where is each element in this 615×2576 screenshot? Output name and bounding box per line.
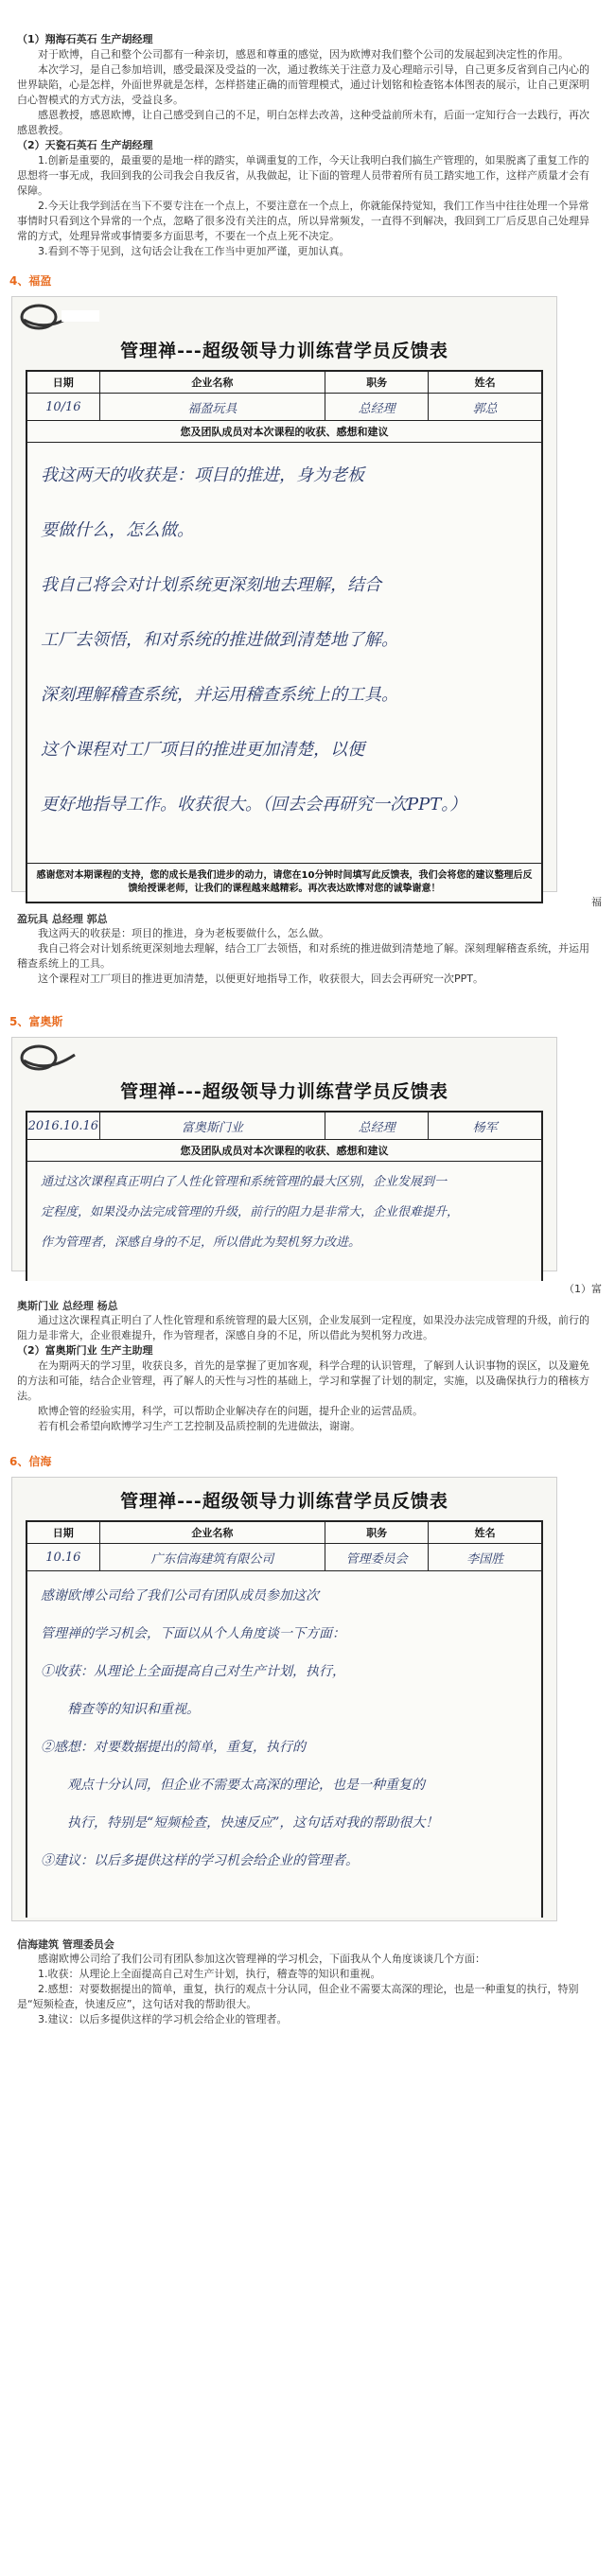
hand-line: 深刻理解稽查系统，并运用稽查系统上的工具。: [41, 685, 398, 705]
value-title: 总经理: [325, 1113, 429, 1139]
hand-line: 要做什么，怎么做。: [41, 520, 194, 540]
handwritten-feedback: [27, 1571, 541, 1885]
form-title: 管理禅---超级领导力训练营学员反馈表: [120, 1081, 448, 1102]
caption-fuaosi: （1）富: [564, 1283, 602, 1295]
oubo-logo-icon: [18, 301, 103, 333]
intro-heading-2: （2）天瓷石英石 生产胡经理: [17, 139, 153, 151]
form-question: 您及团队成员对本次课程的收获、感想和建议: [27, 1140, 541, 1162]
intro-paragraph: 3.看到不等于见到，这句话会让我在工作当中更加严谨，更加认真。: [38, 245, 350, 257]
hand-line: 稽查等的知识和重视。: [41, 1702, 200, 1717]
hand-line: 作为管理者，深感自身的不足，所以借此为契机努力改进。: [41, 1235, 361, 1250]
form-grid: [26, 1520, 543, 1918]
logo: [12, 297, 556, 335]
logo: [12, 1038, 556, 1076]
summary-subheading: （2）富奥斯门业 生产主助理: [17, 1344, 153, 1357]
value-date: 10.16: [27, 1544, 100, 1570]
hand-line: 这个课程对工厂项目的推进更加清楚，以便: [41, 740, 364, 760]
feedback-form-fuaosi: [11, 1037, 557, 1271]
form-title: 管理禅---超级领导力训练营学员反馈表: [120, 341, 448, 361]
hand-line: 定程度，如果没办法完成管理的升级，前行的阻力是非常大，企业很难提升，: [41, 1205, 460, 1219]
hand-line: ①收获：从理论上全面提高自己对生产计划，执行，: [41, 1664, 345, 1679]
summary-paragraph: 我自己将会对计划系统更深刻地去理解，结合工厂去领悟，和对系统的推进做到清楚地了解。深刻理解稽查系统，并运用稽查系统上的工具。: [17, 942, 589, 970]
oubo-logo-icon: [18, 1042, 103, 1074]
value-company: 福盈玩具: [100, 394, 326, 420]
section-title-fuying: 4、福盈: [9, 274, 52, 288]
handwritten-feedback: [27, 1162, 541, 1264]
handwritten-feedback: [27, 443, 541, 832]
form-value-row: [27, 1113, 541, 1140]
caption-fuying: 福: [591, 896, 602, 908]
intro-block: [0, 0, 615, 259]
header-company: 企业名称: [100, 372, 326, 393]
intro-paragraph: 本次学习，是自己参加培训，感受最深及受益的一次，通过教练关于注意力及心理暗示引导，自己更多反省到自己内心的世界缺陷，心是怎样，外面世界就是怎样，怎样搭建正确的而管理模式，通过计划铭和检查铭本体图表的展示，让自己更深明白心智模式的方式方法，受益良多。: [17, 63, 589, 106]
header-title: 职务: [325, 372, 429, 393]
value-name: 郭总: [472, 401, 498, 416]
value-company: 广东信海建筑有限公司: [100, 1544, 326, 1570]
section-title-xinhai: 6、信海: [9, 1455, 52, 1468]
summary-fuaosi: [0, 1313, 615, 1434]
hand-line: ②感想：对要数据提出的简单，重复，执行的: [41, 1740, 306, 1755]
summary-paragraph: 我这两天的收获是：项目的推进，身为老板要做什么，怎么做。: [38, 927, 329, 939]
value-name: 李国胜: [466, 1551, 504, 1567]
value-company: 富奥斯门业: [100, 1113, 326, 1139]
value-date: 2016.10.16: [27, 1113, 100, 1139]
form-title: 管理禅---超级领导力训练营学员反馈表: [120, 1491, 448, 1512]
hand-line: 通过这次课程真正明白了人性化管理和系统管理的最大区别，企业发展到一: [41, 1175, 448, 1189]
hand-line: 管理禅的学习机会，下面以从个人角度谈一下方面：: [41, 1626, 345, 1641]
header-company: 企业名称: [100, 1522, 326, 1543]
author-fuying: 盈玩具 总经理 郭总: [17, 913, 108, 925]
value-title: 管理委员会: [325, 1544, 429, 1570]
section-title-fuaosi: 5、富奥斯: [9, 1015, 63, 1028]
hand-line: 感谢欧博公司给了我们公司有团队成员参加这次: [41, 1588, 319, 1603]
hand-line: 我这两天的收获是：项目的推进，身为老板: [41, 465, 364, 485]
value-name: 杨军: [472, 1120, 498, 1135]
author-fuaosi: 奥斯门业 总经理 杨总: [17, 1300, 118, 1312]
summary-paragraph: 1.收获：从理论上全面提高自己对生产计划，执行，稽查等的知识和重视。: [38, 1968, 381, 1980]
hand-line: 我自己将会对计划系统更深刻地去理解，结合: [41, 575, 381, 595]
header-date: 日期: [27, 1522, 100, 1543]
hand-line: 工厂去领悟，和对系统的推进做到清楚地了解。: [41, 630, 398, 650]
form-thanks-note: 感谢您对本期课程的支持，您的成长是我们进步的动力，请您在10分钟时间填写此反馈表，我们会将您的建议整理后反馈给授课老师，让我们的课程越来越精彩。再次表达欧博对您的诚挚谢意！: [27, 863, 541, 902]
summary-paragraph: 欧博企管的经验实用，科学，可以帮助企业解决存在的问题，提升企业的运营品质。: [38, 1405, 423, 1417]
summary-xinhai: [0, 1952, 615, 2027]
form-grid: [26, 1111, 543, 1281]
header-name: 姓名: [474, 1527, 496, 1539]
header-title: 职务: [325, 1522, 429, 1543]
form-header-row: [27, 372, 541, 394]
feedback-form-fuying: [11, 296, 557, 892]
header-date: 日期: [27, 372, 100, 393]
summary-paragraph: 3.建议：以后多提供这样的学习机会给企业的管理者。: [38, 2013, 288, 2025]
summary-fuying: [0, 926, 615, 987]
intro-paragraph: 1.创新是重要的，最重要的是地一样的踏实，单调重复的工作，今天让我明白我们搞生产管理的，如果脱离了重复工作的思想将一事无成，我回到我的公司我会自我反省，从我做起，让下面的管理人员带着所有员工踏实地工作，这样产质量才会有保障。: [17, 154, 589, 197]
summary-paragraph: 在为期两天的学习里，收获良多，首先的是掌握了更加客观，科学合理的认识管理，了解到人认识事物的误区，以及避免的方法和可能，结合企业管理，再了解人的天性与习性的基础上，学习和掌握了计划的制定，实施，以及确保执行力的稽核方法。: [17, 1359, 589, 1402]
author-xinhai: 信海建筑 管理委员会: [17, 1938, 114, 1951]
hand-line: ③建议：以后多提供这样的学习机会给企业的管理者。: [41, 1853, 359, 1868]
feedback-form-xinhai: [11, 1477, 557, 1921]
intro-paragraph: 感恩教授，感恩欧博，让自己感受到自己的不足，明白怎样去改善，这种受益前所未有，后面一定知行合一去践行，再次感恩教授。: [17, 109, 589, 136]
form-grid: [26, 370, 543, 903]
hand-line: 观点十分认同，但企业不需要太高深的理论，也是一种重复的: [41, 1778, 425, 1793]
hand-line: 执行，特别是“短频检查，快速反应”，这句话对我的帮助很大！: [41, 1815, 439, 1831]
header-name: 姓名: [474, 377, 496, 389]
intro-paragraph: 2.今天让我学到活在当下不要专注在一个点上，不要注意在一个点上，你就能保持觉知，我们工作当中往往处理一个异常事情时只看到这个异常的一个点，忽略了很多没有关注的点，所以异常频发，一直得不到解决，我回到工厂后反思自己处理异常的方式，处理异常或事情要多方面思考，不要在一个点上死不决定。: [17, 200, 589, 242]
summary-paragraph: 感谢欧博公司给了我们公司有团队参加这次管理禅的学习机会，下面我从个人角度谈谈几个方面：: [38, 1953, 485, 1965]
hand-line: 更好地指导工作。收获很大。（回去会再研究一次PPT。）: [41, 795, 467, 815]
form-question: 您及团队成员对本次课程的收获、感想和建议: [27, 421, 541, 443]
intro-heading-1: （1）翔海石英石 生产胡经理: [17, 33, 153, 45]
value-title: 总经理: [325, 394, 429, 420]
summary-paragraph: 这个课程对工厂项目的推进更加清楚，以便更好地指导工作，收获很大，回去会再研究一次PPT。: [38, 973, 483, 985]
summary-paragraph: 通过这次课程真正明白了人性化管理和系统管理的最大区别，企业发展到一定程度，如果没办法完成管理的升级，前行的阻力是非常大，企业很难提升，作为管理者，深感自身的不足，所以借此为契机努力改进。: [17, 1314, 589, 1341]
form-value-row: [27, 1544, 541, 1571]
form-header-row: [27, 1522, 541, 1544]
value-date: 10/16: [27, 394, 100, 420]
summary-paragraph: 2.感想：对要数据提出的简单，重复，执行的观点十分认同，但企业不需要太高深的理论，也是一种重复的执行，特别是“短频检查，快速反应”，这句话对我的帮助很大。: [17, 1983, 579, 2010]
summary-paragraph: 若有机会希望向欧博学习生产工艺控制及品质控制的先进做法，谢谢。: [38, 1420, 360, 1432]
intro-paragraph: 对于欧博，自己和整个公司都有一种亲切，感恩和尊重的感觉，因为欧博对我们整个公司的发展起到决定性的作用。: [38, 48, 569, 61]
form-value-row: [27, 394, 541, 421]
